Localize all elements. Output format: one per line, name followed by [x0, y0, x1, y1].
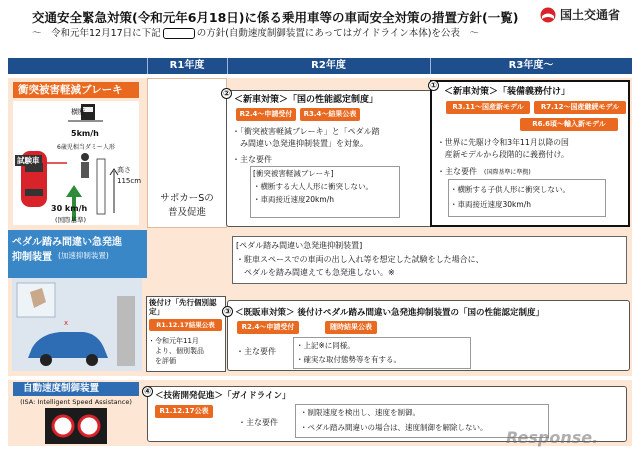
- early-cert-tag: R1.12.17結果公表: [149, 319, 222, 331]
- box4-title: ＜技術開発促進＞「ガイドライン」: [155, 391, 291, 401]
- aeb-illustration: [13, 101, 142, 225]
- column-header-blank: [8, 58, 147, 74]
- category-pedal-note: (加速抑制装置): [58, 251, 109, 260]
- box1-req-line1: ・横断する子供人形に衝突しない。: [450, 185, 570, 194]
- number-badge: ①: [428, 80, 439, 91]
- illus-label-height-value: 115cm: [117, 177, 142, 185]
- box3-tag-application: R2.4〜申請受付: [237, 321, 299, 334]
- box4-requirements: ・主な要件: [238, 418, 278, 427]
- box4-line1: ・制限速度を検出し、速度を制御。: [300, 408, 420, 417]
- box1-tag-domestic-new: R3.11〜国産新モデル: [446, 101, 530, 114]
- box1-req-line2: ・車両接近速度30km/h: [450, 200, 531, 209]
- response-watermark: Response.: [506, 428, 599, 447]
- box3-tag-results: 随時結果公表: [325, 321, 377, 334]
- category-pedal-line2: 抑制装置: [12, 252, 52, 263]
- box3-line1: ・上記※に同様。: [296, 341, 355, 350]
- box2-sub-line1: ・横断する大人人形に衝突しない。: [253, 182, 373, 191]
- box4-line2: ・ペダル踏み間違いの場合は、速度制御を解除しない。: [300, 423, 488, 432]
- isa-speed-sign-icon: [45, 408, 107, 444]
- pedal-req-title: [ペダル踏み間違い急発進抑制装置]: [236, 241, 363, 250]
- logo-text: 国土交通省: [560, 8, 621, 22]
- box2-tag-application: R2.4〜申請受付: [236, 108, 296, 121]
- illus-label-height: 高さ: [117, 166, 131, 174]
- header-divider: [430, 58, 431, 74]
- box2-tag-results: R3.4〜結果公表: [300, 108, 360, 121]
- box1-tag-domestic-continued: R7.12〜国産継続モデル: [534, 101, 626, 114]
- early-cert-text: ・令和元年11月 より、個別製品 を評価: [148, 337, 204, 365]
- box4-tag: R1.12.17公表: [155, 405, 213, 418]
- box3-requirements: ・主な要件: [236, 347, 276, 356]
- category-aeb: 衝突被害軽減ブレーキ: [13, 82, 139, 98]
- number-badge: ③: [222, 306, 233, 317]
- category-isa: 自動速度制御装置: [13, 382, 139, 396]
- page-title: 交通安全緊急対策(令和元年6月18日)に係る乗用車等の車両安全対策の措置方針(一覧): [32, 10, 519, 25]
- category-pedal-line1: ペダル踏み間違い急発進: [12, 237, 122, 248]
- number-badge: ④: [142, 386, 153, 397]
- category-isa-sub: (ISA: Intelligent Speed Assistance): [20, 398, 132, 406]
- column-header-r3: R3年度〜: [430, 58, 632, 74]
- box2-text: ・「衝突被害軽減ブレーキ」と「ペダル踏 み間違い急発進抑制装置」を対象。: [232, 127, 380, 148]
- mlit-logo: [540, 6, 620, 23]
- illus-label-speed1: 5km/h: [71, 129, 99, 138]
- sapokar-text: サポカーSの 普及促進: [160, 193, 214, 218]
- box2-sub-title: [衝突被害軽減ブレーキ]: [253, 169, 334, 178]
- illus-label-intl: (国際基準): [55, 216, 87, 224]
- illus-label-test-car: 試験車: [17, 156, 40, 165]
- pedal-illustration: [12, 278, 142, 371]
- subtitle-suffix: の方針(自動速度制御装置にあってはガイドライン本体)を公表 〜: [196, 28, 479, 39]
- header-divider: [227, 58, 228, 74]
- illus-label-crossing: 横断: [71, 108, 85, 116]
- box1-requirements-note: (国際基準に準拠): [484, 169, 531, 176]
- mlit-logo-icon: [540, 7, 556, 23]
- header-divider: [147, 58, 148, 74]
- page-subtitle: [32, 25, 479, 39]
- box1-tag-import-new: R6.6頃〜輸入新モデル: [520, 118, 618, 131]
- svg-text:x: x: [64, 319, 69, 327]
- subtitle-prefix: 〜 令和元年12月17日に下記: [32, 28, 161, 39]
- column-header-r2: R2年度: [227, 58, 430, 74]
- pedal-req-text: ・駐車スペースでの車両の出し入れ等を想定した試験をした場合に、 ペダルを踏み間違えても急発進しない。※: [236, 255, 484, 277]
- box3-line2: ・確実な取付態勢等を有する。: [296, 355, 401, 364]
- box1-requirements: ・主な要件: [437, 167, 477, 176]
- box2-sub-line2: ・車両接近速度20km/h: [253, 195, 334, 204]
- pedal-car-icon: [12, 278, 142, 371]
- subtitle-frame: [163, 28, 195, 39]
- box2-requirements: ・主な要件: [232, 155, 272, 164]
- column-header-r1: R1年度: [147, 58, 227, 74]
- number-badge: ②: [221, 88, 232, 99]
- box1-title: ＜新車対策＞「装備義務付け」: [444, 87, 571, 97]
- box2-title: ＜新車対策＞「国の性能認定制度」: [234, 95, 379, 105]
- illus-label-speed2: 30 km/h: [51, 204, 88, 213]
- illus-label-dummy: 6歳児相当ダミー人形: [57, 144, 115, 151]
- box1-text: ・世界に先駆け令和3年11月以降の国 産新モデルから段階的に義務付け。: [437, 138, 569, 159]
- early-cert-title: 後付け「先行個別認定」: [149, 298, 217, 316]
- box3-title: ＜既販車対策＞ 後付けペダル踏み間違い急発進抑制装置の「国の性能認定制度」: [235, 308, 544, 318]
- isa-illustration: [45, 408, 107, 444]
